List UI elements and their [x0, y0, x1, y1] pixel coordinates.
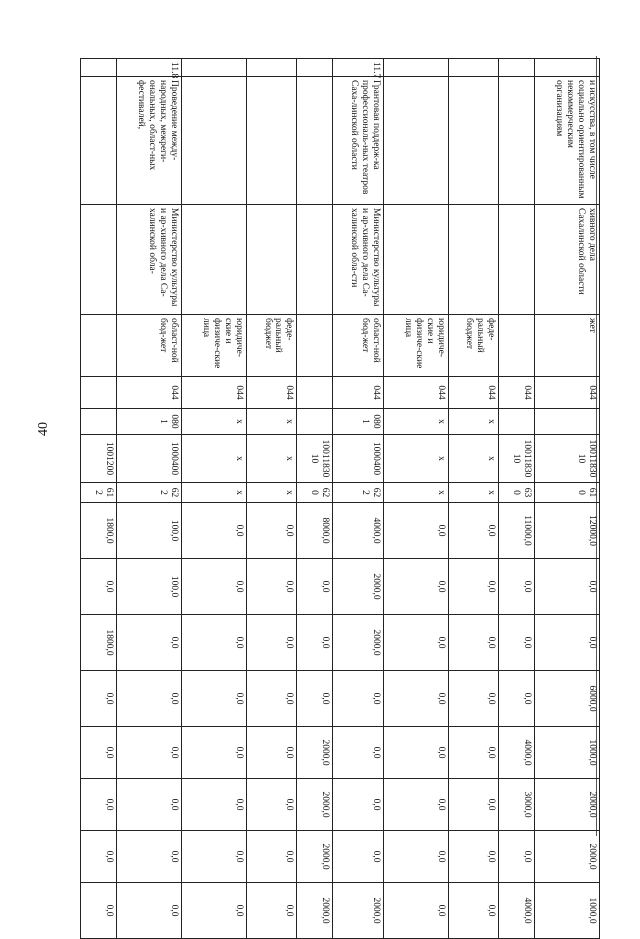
table-cell-total: 11000,0: [499, 503, 535, 559]
table-cell-exec: [499, 205, 535, 315]
table-cell-csr: 1001200: [81, 435, 117, 483]
table-cell-num: [448, 59, 498, 77]
table-cell-src: [499, 315, 535, 377]
table-cell-total: 0,0: [383, 503, 448, 559]
table-cell-event: Проведение между-народных, межреги-ональных, област-ных фестивалей,: [116, 77, 181, 205]
table-cell-y2: 2000,0: [333, 615, 383, 671]
table-cell-y7: 0,0: [246, 883, 296, 939]
table-cell-num: [499, 59, 535, 77]
table-cell-y4: 0,0: [448, 727, 498, 779]
table-cell-rzpr: [499, 409, 535, 435]
table-cell-total: 4000,0: [333, 503, 383, 559]
table-cell-src: [297, 315, 333, 377]
table-cell-y1: 0,0: [81, 559, 117, 615]
table-cell-event: и искусства, в том числе социально ориентированным некоммерческим организациям: [534, 77, 599, 205]
table-cell-event: [81, 77, 117, 205]
table-cell-y2: 0,0: [246, 615, 296, 671]
table-cell-exec: [246, 205, 296, 315]
table-cell-y2: 0,0: [116, 615, 181, 671]
table-cell-num: [534, 59, 599, 77]
table-cell-total: 1800,0: [81, 503, 117, 559]
table-cell-y2: 0,0: [448, 615, 498, 671]
table-cell-y6: 0,0: [116, 831, 181, 883]
table-cell-y3: 0,0: [499, 671, 535, 727]
table-cell-y4: 2000,0: [297, 727, 333, 779]
table-cell-src: феде-ральный бюджет: [448, 315, 498, 377]
table-cell-exec: [297, 205, 333, 315]
budget-table: [80, 58, 600, 939]
table-cell-vr: х: [181, 483, 246, 503]
table-cell-y3: 0,0: [448, 671, 498, 727]
table-cell-y6: 0,0: [448, 831, 498, 883]
table-cell-event: [383, 77, 448, 205]
table-row: [297, 59, 333, 939]
table-cell-rzpr: 080 1: [333, 409, 383, 435]
table-cell-csr: 1000400: [333, 435, 383, 483]
table-cell-rzpr: х: [448, 409, 498, 435]
table-cell-csr: х: [181, 435, 246, 483]
table-cell-exec: [181, 205, 246, 315]
table-cell-num: 11.8: [116, 59, 181, 77]
table-row: [81, 59, 117, 939]
table-cell-src: [81, 315, 117, 377]
table-cell-exec: хивного дела Сахалинской области: [534, 205, 599, 315]
table-cell-y2: 0,0: [181, 615, 246, 671]
budget-table-sheet: [80, 58, 600, 924]
table-cell-y5: 0,0: [448, 779, 498, 831]
table-cell-num: 11.7: [333, 59, 383, 77]
table-cell-csr: х: [448, 435, 498, 483]
table-cell-grbs: 044: [383, 377, 448, 409]
table-cell-y6: 0,0: [181, 831, 246, 883]
page-number: 40: [36, 422, 51, 436]
table-cell-grbs: 044: [116, 377, 181, 409]
table-cell-y6: 0,0: [333, 831, 383, 883]
table-cell-y7: 2000,0: [297, 883, 333, 939]
table-cell-y5: 0,0: [181, 779, 246, 831]
table-cell-vr: 62 2: [116, 483, 181, 503]
table-cell-y3: 0,0: [116, 671, 181, 727]
table-cell-event: [448, 77, 498, 205]
table-cell-y1: 0,0: [448, 559, 498, 615]
table-cell-grbs: 044: [448, 377, 498, 409]
table-cell-vr: 61 0: [534, 483, 599, 503]
table-cell-event: [499, 77, 535, 205]
table-cell-y7: 0,0: [383, 883, 448, 939]
table-cell-total: 12000,0: [534, 503, 599, 559]
table-cell-num: [383, 59, 448, 77]
table-cell-grbs: [297, 377, 333, 409]
table-cell-csr: 1000400: [116, 435, 181, 483]
table-cell-vr: х: [246, 483, 296, 503]
table-cell-y6: 0,0: [499, 831, 535, 883]
table-cell-y7: 4000,0: [499, 883, 535, 939]
table-cell-num: [297, 59, 333, 77]
table-cell-y6: 0,0: [246, 831, 296, 883]
table-cell-y1: 0,0: [383, 559, 448, 615]
table-cell-src: област-ной бюд-жет: [116, 315, 181, 377]
table-cell-y1: 100,0: [116, 559, 181, 615]
table-cell-y4: 0,0: [181, 727, 246, 779]
table-cell-y4: 0,0: [333, 727, 383, 779]
table-cell-total: 0,0: [246, 503, 296, 559]
table-cell-vr: 63 0: [499, 483, 535, 503]
table-cell-y5: 0,0: [81, 779, 117, 831]
table-cell-total: 0,0: [181, 503, 246, 559]
table-cell-y3: 0,0: [81, 671, 117, 727]
table-cell-y7: 0,0: [448, 883, 498, 939]
table-cell-rzpr: х: [383, 409, 448, 435]
table-cell-y4: 4000,0: [499, 727, 535, 779]
table-cell-vr: 62 2: [333, 483, 383, 503]
table-cell-y5: 0,0: [383, 779, 448, 831]
table-cell-y6: 2000,0: [534, 831, 599, 883]
table-cell-y5: 3000,0: [499, 779, 535, 831]
table-cell-y3: 0,0: [383, 671, 448, 727]
table-cell-csr: х: [246, 435, 296, 483]
table-cell-src: област-ной бюд-жет: [333, 315, 383, 377]
table-row: [499, 59, 535, 939]
budget-table-body: [81, 59, 600, 939]
table-cell-y1: 0,0: [181, 559, 246, 615]
table-cell-vr: х: [448, 483, 498, 503]
table-cell-y4: 0,0: [116, 727, 181, 779]
table-cell-total: 100,0: [116, 503, 181, 559]
table-cell-csr: 10011830 10: [499, 435, 535, 483]
table-cell-y2: 0,0: [534, 615, 599, 671]
table-cell-grbs: 044: [499, 377, 535, 409]
table-cell-grbs: 044: [534, 377, 599, 409]
table-cell-grbs: 044: [181, 377, 246, 409]
table-cell-y2: 0,0: [499, 615, 535, 671]
table-cell-exec: Министерство культуры и ар-хивного дела Са-халинской обла-: [116, 205, 181, 315]
table-cell-y6: 0,0: [81, 831, 117, 883]
table-cell-exec: Министерство культуры и ар-хивного дела Са-халинской обла-сти: [333, 205, 383, 315]
table-cell-y7: 1000,0: [534, 883, 599, 939]
table-cell-exec: [383, 205, 448, 315]
table-cell-csr: 10011830 10: [297, 435, 333, 483]
table-cell-src: жет: [534, 315, 599, 377]
table-cell-y5: 0,0: [333, 779, 383, 831]
table-cell-event: [297, 77, 333, 205]
table-cell-y6: 0,0: [383, 831, 448, 883]
table-cell-y5: 2000,0: [297, 779, 333, 831]
table-cell-num: [246, 59, 296, 77]
table-cell-y4: 0,0: [246, 727, 296, 779]
table-cell-event: [181, 77, 246, 205]
table-row: [116, 59, 181, 939]
table-cell-rzpr: [297, 409, 333, 435]
table-cell-y2: 0,0: [297, 615, 333, 671]
table-cell-event: Грантовая поддерж-ка профессиональ-ных театров Саха-линской области: [333, 77, 383, 205]
table-cell-event: [246, 77, 296, 205]
table-cell-src: юридиче-ские и физиче-ские лица: [181, 315, 246, 377]
table-cell-y4: 0,0: [383, 727, 448, 779]
table-cell-vr: 61 2: [81, 483, 117, 503]
table-cell-y6: 2000,0: [297, 831, 333, 883]
table-cell-rzpr: [534, 409, 599, 435]
table-cell-y7: 0,0: [116, 883, 181, 939]
table-cell-vr: х: [383, 483, 448, 503]
table-cell-y7: 2000,0: [333, 883, 383, 939]
table-cell-csr: х: [383, 435, 448, 483]
table-cell-y4: 1000,0: [534, 727, 599, 779]
table-cell-rzpr: [81, 409, 117, 435]
table-cell-vr: 62 0: [297, 483, 333, 503]
table-cell-grbs: 044: [246, 377, 296, 409]
table-cell-y7: 0,0: [81, 883, 117, 939]
table-cell-y2: 1800,0: [81, 615, 117, 671]
table-cell-y3: 0,0: [181, 671, 246, 727]
table-cell-y4: 0,0: [81, 727, 117, 779]
table-cell-grbs: [81, 377, 117, 409]
table-row: [534, 59, 599, 939]
table-cell-y3: 0,0: [246, 671, 296, 727]
table-cell-y5: 0,0: [116, 779, 181, 831]
table-cell-total: 8000,0: [297, 503, 333, 559]
table-cell-y3: 0,0: [333, 671, 383, 727]
table-cell-src: феде-ральный бюджет: [246, 315, 296, 377]
table-cell-rzpr: х: [246, 409, 296, 435]
table-cell-y1: 0,0: [297, 559, 333, 615]
table-cell-rzpr: 080 1: [116, 409, 181, 435]
table-cell-rzpr: х: [181, 409, 246, 435]
table-cell-exec: [81, 205, 117, 315]
table-cell-y2: 0,0: [383, 615, 448, 671]
table-cell-y5: 0,0: [246, 779, 296, 831]
table-row: [448, 59, 498, 939]
table-cell-exec: [448, 205, 498, 315]
table-cell-y3: 0,0: [297, 671, 333, 727]
table-row: [246, 59, 296, 939]
table-cell-num: [81, 59, 117, 77]
table-cell-grbs: 044: [333, 377, 383, 409]
table-cell-y1: 0,0: [534, 559, 599, 615]
table-cell-y7: 0,0: [181, 883, 246, 939]
table-cell-y1: 2000,0: [333, 559, 383, 615]
table-cell-y5: 2000,0: [534, 779, 599, 831]
table-cell-y1: 0,0: [246, 559, 296, 615]
table-cell-y1: 0,0: [499, 559, 535, 615]
table-cell-csr: 10011830 10: [534, 435, 599, 483]
table-cell-num: [181, 59, 246, 77]
table-row: [333, 59, 383, 939]
table-cell-src: юридиче-ские и физиче-ские лица: [383, 315, 448, 377]
table-row: [181, 59, 246, 939]
table-row: [383, 59, 448, 939]
table-cell-total: 0,0: [448, 503, 498, 559]
table-cell-y3: 6000,0: [534, 671, 599, 727]
